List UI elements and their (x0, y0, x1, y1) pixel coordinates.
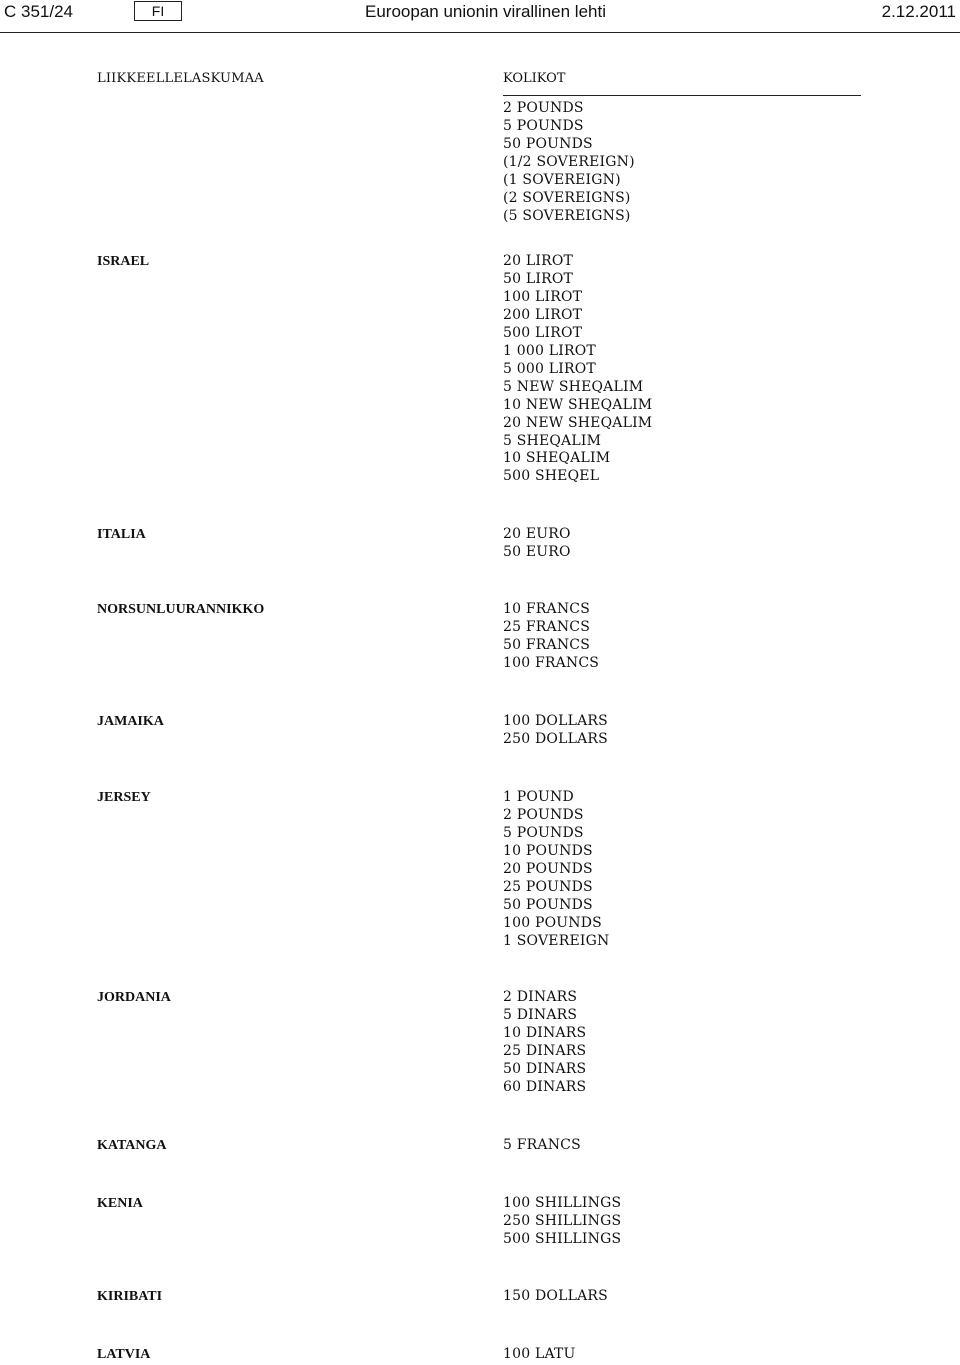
coin-item: 20 LIROT (503, 253, 574, 269)
coin-item: 25 DINARS (503, 1042, 587, 1059)
coin-item: 50 DINARS (503, 1060, 587, 1077)
coin-list (503, 1137, 581, 1155)
coin-item: 10 DINARS (503, 1024, 587, 1041)
country-name: JAMAIKA (97, 714, 164, 729)
coin-list (503, 713, 608, 749)
coin-list (503, 601, 599, 673)
coin-list (503, 1195, 621, 1249)
coin-list (503, 989, 586, 1097)
coin-item: 1 POUND (503, 789, 574, 805)
coin-item: 20 POUNDS (503, 860, 593, 877)
coin-item: 100 FRANCS (503, 654, 600, 671)
coin-list (503, 1346, 576, 1364)
coin-item: 100 LIROT (503, 288, 583, 305)
coin-item: 5 POUNDS (503, 824, 584, 841)
coin-item: 50 POUNDS (503, 135, 593, 152)
country-name: ISRAEL (97, 254, 150, 269)
coin-item: 100 DOLLARS (503, 713, 608, 729)
coin-item: 150 DOLLARS (503, 1288, 608, 1304)
coin-item: 50 FRANCS (503, 636, 590, 653)
coin-item: (5 SOVEREIGNS) (503, 207, 631, 224)
coin-item: 5 POUNDS (503, 117, 584, 134)
coin-item: 5 FRANCS (503, 1137, 581, 1153)
coin-item: 10 POUNDS (503, 842, 593, 859)
coin-item: 100 SHILLINGS (503, 1195, 622, 1211)
coin-item: 250 SHILLINGS (503, 1212, 622, 1229)
coin-item: 500 LIROT (503, 324, 583, 341)
coin-item: 20 NEW SHEQALIM (503, 414, 653, 431)
coin-item: (1 SOVEREIGN) (503, 171, 621, 188)
coin-item: 50 POUNDS (503, 896, 593, 913)
language-badge: FI (134, 1, 182, 21)
header-rule (0, 32, 960, 33)
coin-item: 200 LIROT (503, 306, 583, 323)
coin-item: 500 SHILLINGS (503, 1230, 622, 1247)
coin-item: 2 POUNDS (503, 100, 584, 116)
column-heading-countries: LIIKKEELLELASKUMAA (97, 71, 264, 86)
coin-item: 5 NEW SHEQALIM (503, 378, 644, 395)
coin-item: 100 POUNDS (503, 914, 602, 931)
coin-item: (2 SOVEREIGNS) (503, 189, 631, 206)
journal-code: C 351/24 (4, 2, 73, 21)
coin-item: 1 000 LIROT (503, 342, 596, 359)
coin-item: 1 SOVEREIGN (503, 932, 610, 949)
coin-item: 10 FRANCS (503, 601, 590, 617)
country-name: LATVIA (97, 1347, 151, 1362)
coin-item: 10 NEW SHEQALIM (503, 396, 653, 413)
coin-item: 50 EURO (503, 543, 571, 560)
coin-item: 2 POUNDS (503, 806, 584, 823)
column-heading-coins: KOLIKOT (503, 71, 566, 86)
coin-list (503, 100, 635, 226)
country-name: KATANGA (97, 1138, 167, 1153)
country-name: KENIA (97, 1196, 143, 1211)
country-name: ITALIA (97, 527, 146, 542)
coin-item: 25 FRANCS (503, 618, 590, 635)
coin-item: 5 000 LIROT (503, 360, 596, 377)
coin-list (503, 526, 571, 562)
journal-date: 2.12.2011 (881, 2, 956, 21)
coin-item: 250 DOLLARS (503, 730, 608, 747)
country-name: JERSEY (97, 790, 151, 805)
country-name: JORDANIA (97, 990, 171, 1005)
coin-item: 500 SHEQEL (503, 468, 600, 485)
coin-list (503, 253, 652, 486)
coin-item: (1/2 SOVEREIGN) (503, 153, 635, 170)
coin-list (503, 1288, 608, 1306)
column-heading-rule (503, 95, 861, 96)
coin-item: 20 EURO (503, 526, 571, 542)
country-name: NORSUNLUURANNIKKO (97, 602, 265, 617)
page-header (0, 0, 960, 33)
country-name: KIRIBATI (97, 1289, 163, 1304)
coin-item: 100 LATU (503, 1346, 576, 1362)
coin-item: 50 LIROT (503, 270, 574, 287)
coin-item: 5 SHEQALIM (503, 432, 602, 449)
coin-item: 5 DINARS (503, 1006, 578, 1023)
coin-item: 25 POUNDS (503, 878, 593, 895)
journal-title: Euroopan unionin virallinen lehti (365, 2, 606, 21)
coin-item: 10 SHEQALIM (503, 450, 611, 467)
coin-item: 2 DINARS (503, 989, 578, 1005)
coin-list (503, 789, 609, 951)
coin-item: 60 DINARS (503, 1078, 587, 1095)
